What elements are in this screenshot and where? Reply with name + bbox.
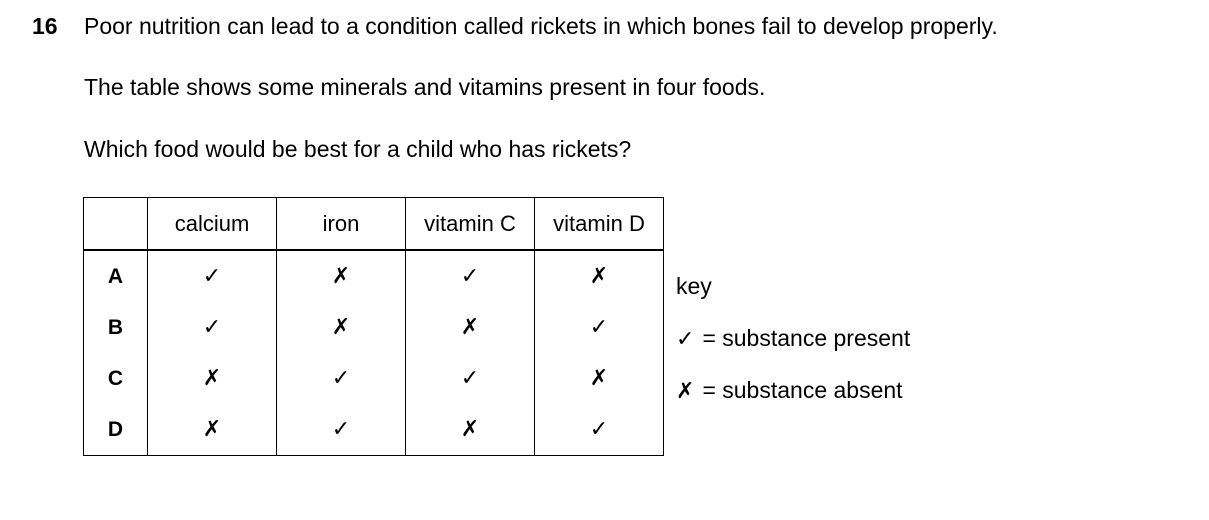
table-header-row [84, 198, 664, 251]
key-absent-entry [676, 375, 903, 407]
key-absent-text: = substance absent [702, 377, 903, 403]
cell-c-calcium: ✗ [148, 353, 277, 404]
cell-c-vitamin-d: ✗ [535, 353, 664, 404]
cell-a-vitamin-d: ✗ [535, 250, 664, 302]
key-title: key [676, 273, 712, 299]
cell-b-iron: ✗ [277, 302, 406, 353]
cell-a-vitamin-c: ✓ [406, 250, 535, 302]
header-iron: iron [277, 198, 406, 251]
foods-nutrients-table [83, 197, 664, 456]
question-table-description: The table shows some minerals and vitamins present in four foods. [84, 74, 766, 100]
question-number: 16 [32, 13, 58, 39]
cell-b-calcium: ✓ [148, 302, 277, 353]
header-vitamin-c: vitamin C [406, 198, 535, 251]
cell-d-vitamin-c: ✗ [406, 404, 535, 456]
cell-c-iron: ✓ [277, 353, 406, 404]
row-label-a: A [84, 250, 148, 302]
header-vitamin-d: vitamin D [535, 198, 664, 251]
row-label-b: B [84, 302, 148, 353]
question-intro-text: Poor nutrition can lead to a condition called rickets in which bones fail to develop properly. [84, 13, 998, 39]
table-row [84, 404, 664, 456]
table-row [84, 302, 664, 353]
cell-c-vitamin-c: ✓ [406, 353, 535, 404]
table-row [84, 250, 664, 302]
table-row [84, 353, 664, 404]
row-label-d: D [84, 404, 148, 456]
cell-d-calcium: ✗ [148, 404, 277, 456]
key-present-text: = substance present [702, 325, 911, 351]
cell-b-vitamin-c: ✗ [406, 302, 535, 353]
header-calcium: calcium [148, 198, 277, 251]
question-prompt: Which food would be best for a child who has rickets? [84, 136, 632, 162]
header-blank-cell [84, 198, 148, 251]
cross-mark-icon: ✗ [676, 379, 695, 404]
cell-d-vitamin-d: ✓ [535, 404, 664, 456]
cell-a-iron: ✗ [277, 250, 406, 302]
key-present-entry [676, 323, 910, 355]
cell-a-calcium: ✓ [148, 250, 277, 302]
cell-d-iron: ✓ [277, 404, 406, 456]
check-mark-icon: ✓ [676, 327, 695, 352]
row-label-c: C [84, 353, 148, 404]
cell-b-vitamin-d: ✓ [535, 302, 664, 353]
